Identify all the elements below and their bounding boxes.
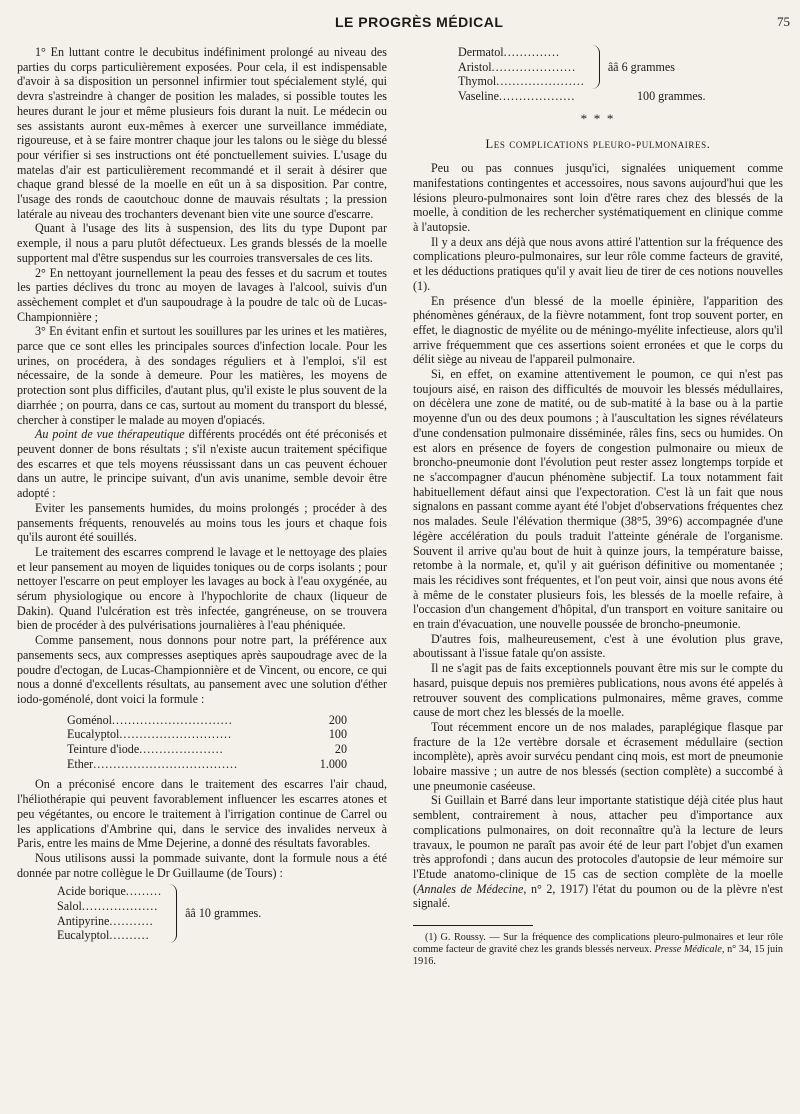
page-header: [20, 12, 790, 36]
ingredient-name: Dermatol..............: [458, 45, 560, 59]
paragraph: Le traitement des escarres comprend le lavage et le nettoyage des plaies et leur pansement au moyen de liquides toniques ou de corps isolants ; pour nettoyer l'escarre on peut employer les lavages au bock à l'eau oxygénée, au sérum physiologique ou encore à l'hypochlorite de chaux (liqueur de Dakin). Quand l'ulcération est très infectée, gangréneuse, on se trouvera bien de procéder à des pulvérisations journalières à l'eau phéniquée.: [17, 544, 387, 633]
paragraph: 1° En luttant contre le decubitus indéfiniment prolongé au niveau des parties du corps particulièrement exposées. Pour cela, il est indispensable d'avoir à sa disposition un personnel infirmier tout spécialement stylé, qui devra s'astreindre à changer de position les malades, si possible toutes les heures durant le jour et même plusieurs fois durant la nuit. Le médecin ou ses assistants auront eux-mêmes à exercer une surveillance immédiate, rigoureuse, et à se faire montrer chaque jour les talons ou le siège du blessé pour vérifier si ses instructions ont été ponctuellement suivies. L'usage du matelas d'air est particulièrement recommandé et il serait à désirer que chaque grand blessé de la moelle en eût un à sa disposition. Par contre, l'usage des ronds de caoutchouc donne de mauvais résultats ; la pression latérale au niveau des trochanters devenant bien vite une source d'escarre.: [17, 45, 387, 221]
paragraph: Nous utilisons aussi la pommade suivante, dont la formule nous a été donnée par notre collègue le Dr Guillaume (de Tours) :: [17, 850, 387, 880]
ingredient-name: Vaseline: [458, 89, 499, 104]
page-number: 75: [777, 14, 790, 29]
paragraph: Peu ou pas connues jusqu'ici, signalées uniquement comme manifestations contingentes et accessoires, nous savons aujourd'hui que les lésions pleuro-pulmonaires sont loin d'être rares chez des blessés de la moelle, à condition de les rechercher systématiquement en clinique comme à l'autopsie.: [413, 161, 783, 235]
ingredient-qty: 20: [334, 742, 347, 757]
journal-title: LE PROGRÈS MÉDICAL: [335, 14, 504, 30]
paragraph: Quant à l'usage des lits à suspension, des lits du type Dupont par exemple, il nous a paru plutôt défectueux. Les grands blessés de la moelle supportent mal d'être suspendus sur les courroies transversales de ces lits.: [17, 221, 387, 265]
asterism-separator: * * *: [580, 110, 616, 126]
brace-icon: [589, 45, 600, 89]
paragraph-text: différents procédés ont été préconisés et peuvent donner de bons résultats ; s'il n'existe aucun traitement spécifique des escarres et que tels moyens réussissant dans un cas peuvent échouer dans un autre, le principe suivant, d'un avis unanime, semble devoir être adopté :: [17, 427, 388, 501]
paragraph: En présence d'un blessé de la moelle épinière, l'apparition des phénomènes généraux, de la fièvre notamment, font trop souvent porter, en effet, le diagnostic de myélite ou de méningo-myélite infectieuse, alors qu'il arrive fréquemment que ces assertions soient erronées et que le corps du délit siège au niveau de l'appareil pulmonaire.: [413, 293, 783, 367]
formula-row: [67, 742, 387, 757]
formula-pommade: [57, 884, 387, 943]
formula-row: [67, 713, 387, 728]
ingredient-name: Goménol: [67, 712, 113, 727]
paragraph: Tout récemment encore un de nos malades, paraplégique flasque par fracture de la 12e vertèbre dorsale et écrasement médullaire (section incomplète), après avoir survécu pendant cinq mois, est mort de pneumonie lobaire massive ; un autre de nos blessés (section complète) a succombé à une pneumonie caséeuse.: [413, 719, 783, 793]
leader-dots: .....................: [139, 742, 224, 757]
ingredient-name: Eucalyptol..........: [57, 928, 150, 943]
paragraph: [17, 427, 387, 501]
leader-dots: ....................................: [93, 756, 239, 771]
ingredient-name: Ether: [67, 756, 94, 771]
left-column: [17, 45, 387, 949]
footnote-text: , n° 34, 15 juin 1916.: [413, 944, 784, 968]
paragraph: Il y a deux ans déjà que nous avons attiré l'attention sur la fréquence des complications pleuro-pulmonaires, sur leur rôle comme facteurs de gravité, et les déductions pratiques qu'il y avait lieu de tirer de ces notions nouvelles (1).: [413, 234, 783, 293]
paragraph: Si, en effet, on examine attentivement le poumon, ce qui n'est pas toujours aisé, en raison des difficultés de mouvoir les blessés médullaires, on décèlera une zone de matité, ou de sub-matité à la base ou à la partie moyenne d'un ou des deux poumons ; à l'auscultation les signes révélateurs d'une condensation pulmonaire disséminée, râles fins, secs ou humides. On est alors en présence de foyers de congestion pulmonaire ou mieux de broncho-pneumonie dont l'évolution peut rester assez longtemps torpide et ne s'accompagner d'aucun phénomène subjectif. La toux notamment fait habituellement défaut ainsi que l'expectoration. C'est là un fait que nous signalons en passant comme ayant été l'objet d'observations fréquentes chez nos malades. Seule l'élévation thermique (38°5, 39°6) accompagnée d'une légère accélération du pouls traduit l'atteinte générale de l'organisme. Souvent il arrive qu'au bout de huit à quinze jours, la température baisse, retombe à la normale, et, qu'il y ait guérison définitive ou momentanée ; mais les récidives sont fréquentes, et l'on peut voir, ainsi que nous avons été à même de le constater plusieurs fois, les blessés de la moelle refaire, à l'occasion d'un changement d'hôpital, d'un transport en voiture sanitaire ou en train d'évacuation, une nouvelle poussée de broncho-pneumonie.: [413, 367, 783, 632]
footnote-text: (1) G. Roussy. — Sur la fréquence des complications pleuro-pulmonaires et leur rôle comme facteur de gravité chez les grands blessés nerveux.: [413, 932, 783, 956]
ingredient-list: [57, 884, 162, 943]
ingredient-dose: ââ 6 grammes: [607, 59, 675, 74]
italic-phrase: Annales de Médecine: [417, 881, 524, 896]
paragraph-text: , n° 2, 1917) l'état du poumon ou de la plèvre n'est signalé.: [413, 881, 783, 911]
paragraph: [413, 793, 783, 911]
footnote: [413, 932, 783, 968]
ingredient-name: Teinture d'iode: [67, 742, 140, 757]
footnote-divider: [413, 925, 533, 926]
ingredient-name: Acide borique.........: [57, 884, 163, 899]
ingredient-name: Aristol.....................: [458, 59, 577, 74]
formula-row: [67, 757, 387, 772]
ingredient-name: Antipyrine...........: [57, 913, 154, 928]
ingredient-list: [458, 45, 585, 89]
paragraph: 2° En nettoyant journellement la peau des fesses et du sacrum et toutes les parties déclives du tronc au moyen de lavages à l'alcool, suivis d'un assèchement complet et d'un saupoudrage à la poudre de talc où de Lucas-Championnière ;: [17, 265, 387, 324]
section-title: Les complications pleuro-pulmonaires.: [485, 136, 711, 151]
formula-dermatol: [458, 45, 783, 104]
ingredient-name: Eucalyptol: [67, 727, 120, 742]
ingredient-name: Salol...................: [57, 899, 159, 914]
paragraph: Comme pansement, nous donnons pour notre part, la préférence aux pansements secs, aux compresses aseptiques après saupoudrage avec de la poudre d'ectogan, de Lucas-Championnière et de Vincent, ou encore, ce qui nous a donné d'excellents résultats, au pansement avec une solution d'éther iodo-goménolé, dont voici la formule :: [17, 633, 387, 706]
italic-phrase: Au point de vue thérapeutique: [35, 427, 185, 442]
formula-row: [458, 89, 783, 104]
ingredient-qty: 100: [328, 727, 347, 742]
ingredient-qty: 1.000: [319, 756, 347, 771]
paragraph: On a préconisé encore dans le traitement des escarres l'air chaud, l'héliothérapie qui peuvent favorablement influencer les escarres atones et peu végétantes, ou encore le traitement à l'irrigation continue de Carrel ou les applications d'Ambrine qui, dans le service des invalides nerveux à Paris, entre les mains de Mme Dejerine, a donné des résultats favorables.: [17, 777, 387, 851]
formula-group: [458, 45, 783, 89]
paragraph: Eviter les pansements humides, du moins prolongés ; procéder à des pansements fréquents, renouvelés au moins tous les jours et chaque fois qu'ils auront été souillés.: [17, 500, 387, 545]
leader-dots: ...................: [498, 89, 576, 104]
formula-goménol: [67, 713, 387, 772]
ingredient-dose: 100 grammes.: [637, 89, 706, 104]
paragraph-text: Si Guillain et Barré dans leur importante statistique déjà citée plus haut semblent, contrairement à nous, attacher peu d'importance aux complications pulmonaires, on doit reconnaître qu'à la lecture de leurs travaux, le poumon ne paraît pas avoir été de leur part l'objet d'un examen très approfondi ; dans aucun des protocoles d'autopsie de leur mémoire sur l'Etude anatomo-clinique de 15 cas de section complète de la moelle (: [413, 793, 783, 896]
brace-icon: [166, 884, 177, 943]
right-column: [413, 45, 783, 968]
formula-row: [67, 727, 387, 742]
paragraph: Il ne s'agit pas de faits exceptionnels pouvant être mis sur le compte du hasard, puisque depuis nos premières publications, nous avons été appelés à retrouver souvent des complications pulmonaires, même graves, comme cause de mort chez les blessés de la moelle.: [413, 661, 783, 720]
ingredient-dose: ââ 10 grammes.: [185, 906, 262, 921]
ingredient-name: Thymol......................: [458, 74, 585, 89]
italic-phrase: Presse Médicale: [654, 944, 722, 956]
leader-dots: ............................: [119, 727, 233, 742]
paragraph: D'autres fois, malheureusement, c'est à une évolution plus grave, aboutissant à l'issue fatale qu'on assiste.: [413, 631, 783, 661]
paragraph: 3° En évitant enfin et surtout les souillures par les urines et les matières, parce que ce sont elles les principales sources d'infection locale. Pour les urines, on procédera, à des sondages réguliers et à l'emploi, s'il est nécessaire, de la sonde à demeure. Pour les matières, les moyens de protection sont plus difficiles, d'autant plus, qu'il existe le plus souvent de la diarrhée ; on pourra, dans ce cas, surtout au moment du transport du blessé, chercher à constiper le malade au moyen d'opiacés.: [17, 324, 387, 427]
leader-dots: ..............................: [112, 712, 233, 727]
ingredient-qty: 200: [328, 712, 347, 727]
